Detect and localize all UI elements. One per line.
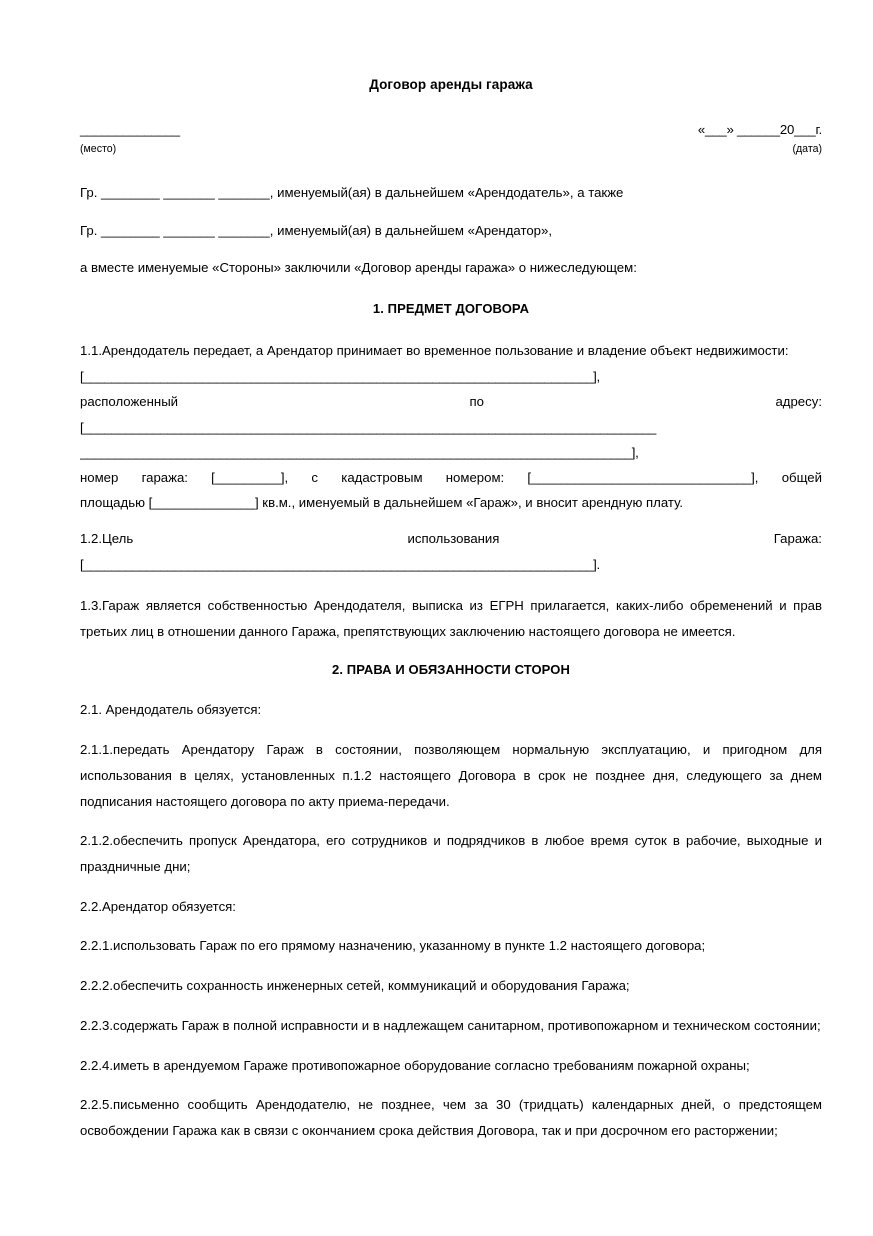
- place-field-group: [80, 120, 340, 158]
- spacer: [80, 516, 822, 526]
- spacer: [80, 243, 822, 255]
- place-caption: (место): [80, 143, 117, 155]
- clause-1-2-purpose-row: [80, 526, 822, 552]
- clause-2-2-1-text: 2.2.1.использовать Гараж по его прямому назначению, указанному в пункте 1.2 настоящего договора;: [80, 938, 706, 954]
- spacer: [80, 880, 822, 894]
- purpose-word-1: 1.2.Цель: [80, 531, 134, 547]
- date-blank-line[interactable]: «___» ______20___г.: [697, 121, 822, 137]
- clause-1-1-located-row: [80, 389, 822, 415]
- spacer: [80, 158, 822, 180]
- spacer: [80, 577, 822, 593]
- located-word-2: по: [469, 393, 484, 409]
- clause-2-2-3-text: 2.2.3.содержать Гараж в полной исправности и в надлежащем санитарном, противопожарном и техническом состоянии;: [80, 1017, 821, 1033]
- clause-2-2-text: 2.2.Арендатор обязуется:: [80, 898, 236, 914]
- clause-1-1-text: 1.1.Арендодатель передает, а Арендатор принимает во временное пользование и владение объект недвижимости:: [80, 342, 789, 358]
- section-heading-1: 1. ПРЕДМЕТ ДОГОВОРА: [372, 301, 530, 317]
- place-blank-line[interactable]: ______________: [80, 121, 180, 137]
- spacer: [80, 94, 822, 120]
- spacer: [80, 644, 822, 662]
- spacer: [80, 206, 822, 218]
- spacer: [80, 959, 822, 973]
- located-word-1: расположенный: [80, 393, 179, 409]
- purpose-word-3: Гаража:: [773, 531, 822, 547]
- clause-1-1-address-fill-line-1[interactable]: [__________________________________________________________________________________: [80, 419, 657, 435]
- clause-1-1-area-line: площадью [______________] кв.м., именуемый в дальнейшем «Гараж», и вносит арендную плату.: [80, 495, 684, 511]
- spacer: [80, 1078, 822, 1092]
- clause-2-1-2-text: 2.1.2.обеспечить пропуск Арендатора, его сотрудников и подрядчиков в любое время суток в рабочие, выходные и праздничные дни;: [80, 833, 822, 874]
- landlord-party-line: Гр. ________ _______ _______, именуемый(ая) в дальнейшем «Арендодатель», а также: [80, 184, 624, 200]
- clause-1-3-text: 1.3.Гараж является собственностью Арендодателя, выписка из ЕГРН прилагается, каких-либо обременений и прав третьих лиц в отношении данного Гаража, препятствующих заключению настоящего договора не имеется.: [80, 597, 822, 639]
- clause-2-2-4-text: 2.2.4.иметь в арендуемом Гараже противопожарное оборудование согласно требованиям пожарной охраны;: [80, 1057, 750, 1073]
- purpose-word-2: использования: [407, 531, 500, 547]
- page-title: Договор аренды гаража: [369, 77, 533, 92]
- tenant-party-line: Гр. ________ _______ _______, именуемый(ая) в дальнейшем «Арендатор»,: [80, 222, 553, 238]
- clause-1-1-object-fill[interactable]: [_________________________________________________________________________],: [80, 368, 600, 384]
- clause-1-1-address-fill-line-2[interactable]: _______________________________________________________________________________],: [80, 444, 639, 460]
- spacer: [80, 1039, 822, 1053]
- spacer: [80, 999, 822, 1013]
- spacer: [80, 281, 822, 301]
- document-header-row: [80, 120, 822, 158]
- clause-1-2-purpose-fill[interactable]: [_________________________________________________________________________].: [80, 556, 600, 572]
- clause-2-1-text: 2.1. Арендодатель обязуется:: [80, 702, 262, 718]
- section-heading-2: 2. ПРАВА И ОБЯЗАННОСТИ СТОРОН: [332, 662, 570, 678]
- clause-1-1-garage-number-line: номер гаража: [_________], с кадастровым номером: [______________________________], общей: [80, 469, 822, 485]
- clause-2-2-2-text: 2.2.2.обеспечить сохранность инженерных сетей, коммуникаций и оборудования Гаража;: [80, 978, 630, 994]
- located-word-3: адресу:: [775, 393, 822, 409]
- spacer: [80, 919, 822, 933]
- clause-2-1-1-text: 2.1.1.передать Арендатору Гараж в состоянии, позволяющем нормальную эксплуатацию, и пригодном для использования в целях, установленных п.1.2 настоящего Договора в срок не позднее дня, следующего за днем подписания настоящего договора по акту приема-передачи.: [80, 742, 822, 809]
- date-field-group: [562, 120, 822, 158]
- clause-2-2-5-text: 2.2.5.письменно сообщить Арендодателю, не позднее, чем за 30 (тридцать) календарных дней, о предстоящем освобождении Гаража как в связи с окончанием срока действия Договора, так и при досрочном его расторжении;: [80, 1097, 822, 1139]
- spacer: [80, 723, 822, 737]
- parties-together-line: а вместе именуемые «Стороны» заключили «Договор аренды гаража» о нижеследующем:: [80, 260, 637, 276]
- spacer: [80, 679, 822, 697]
- date-caption: (дата): [792, 143, 822, 155]
- spacer: [80, 318, 822, 338]
- spacer: [80, 814, 822, 828]
